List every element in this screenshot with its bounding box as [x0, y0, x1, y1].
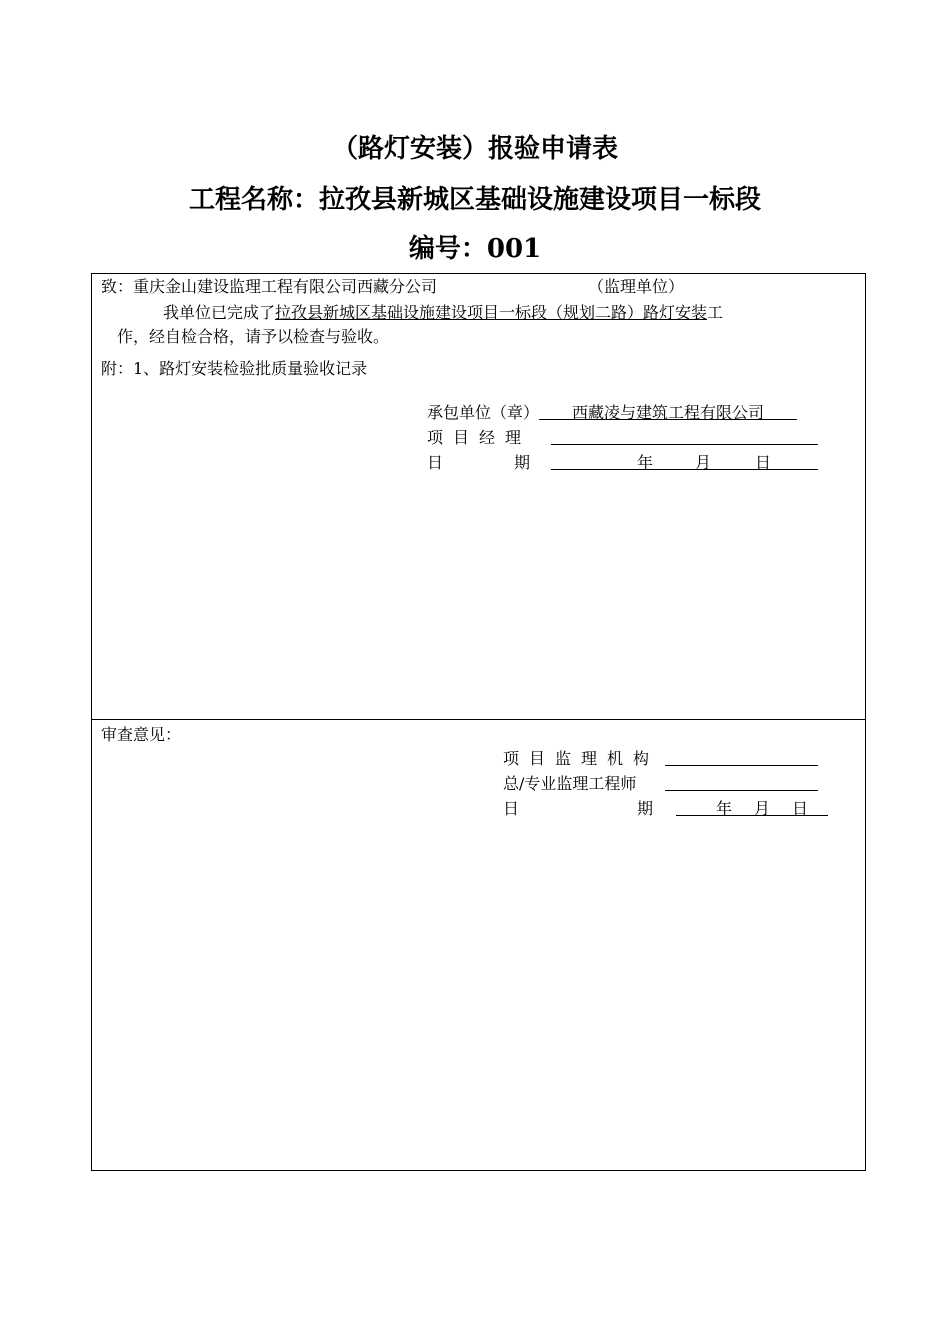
manager-row [551, 427, 818, 451]
body-tail-1: 工 [707, 303, 724, 322]
manager-field [551, 427, 818, 445]
application-day: 日 [755, 453, 772, 472]
form-number-line: 编号：001 [408, 234, 542, 264]
form-title: （路灯安装）报验申请表 [331, 134, 618, 164]
engineer-row [665, 773, 818, 797]
review-date-label-left: 日 [503, 799, 520, 818]
review-opinion-label: 审查意见： [101, 725, 182, 744]
application-body-line-2: 作，经自检合格，请予以检查与验收。 [117, 327, 390, 346]
contractor-field [539, 402, 797, 420]
review-date-label-right: 期 [637, 799, 654, 818]
recipient-line [101, 276, 437, 298]
body-intro: 我单位已完成了 [163, 303, 276, 322]
date-label-left: 日 [427, 453, 444, 472]
review-month: 月 [754, 799, 771, 818]
application-date-row [551, 452, 818, 476]
application-month: 月 [695, 453, 712, 472]
manager-label: 项目经理 [427, 428, 532, 447]
application-body-line-1 [163, 302, 723, 324]
review-day: 日 [792, 799, 809, 818]
supervision-org-field [665, 748, 818, 766]
work-item: 拉孜县新城区基础设施建设项目一标段（规划二路）路灯安装 [275, 303, 708, 322]
attachment-line: 附：1、路灯安装检验批质量验收记录 [101, 359, 368, 378]
recipient-company: 致：重庆金山建设监理工程有限公司西藏分公司 [101, 277, 438, 296]
review-year: 年 [716, 799, 733, 818]
engineer-field [665, 773, 818, 791]
contractor-label: 承包单位（章） [427, 403, 540, 422]
contractor-value: 西藏凌与建筑工程有限公司 [572, 403, 765, 422]
supervision-org-label: 项目监理机构 [503, 749, 660, 768]
application-date-field [551, 452, 818, 470]
project-name-line: 工程名称：拉孜县新城区基础设施建设项目一标段 [188, 185, 761, 215]
contractor-row [427, 402, 797, 424]
engineer-label: 总/专业监理工程师 [503, 774, 637, 793]
application-year: 年 [637, 453, 654, 472]
date-label-right: 期 [514, 453, 531, 472]
recipient-role: （监理单位） [588, 277, 685, 296]
supervision-org-row [665, 748, 818, 772]
